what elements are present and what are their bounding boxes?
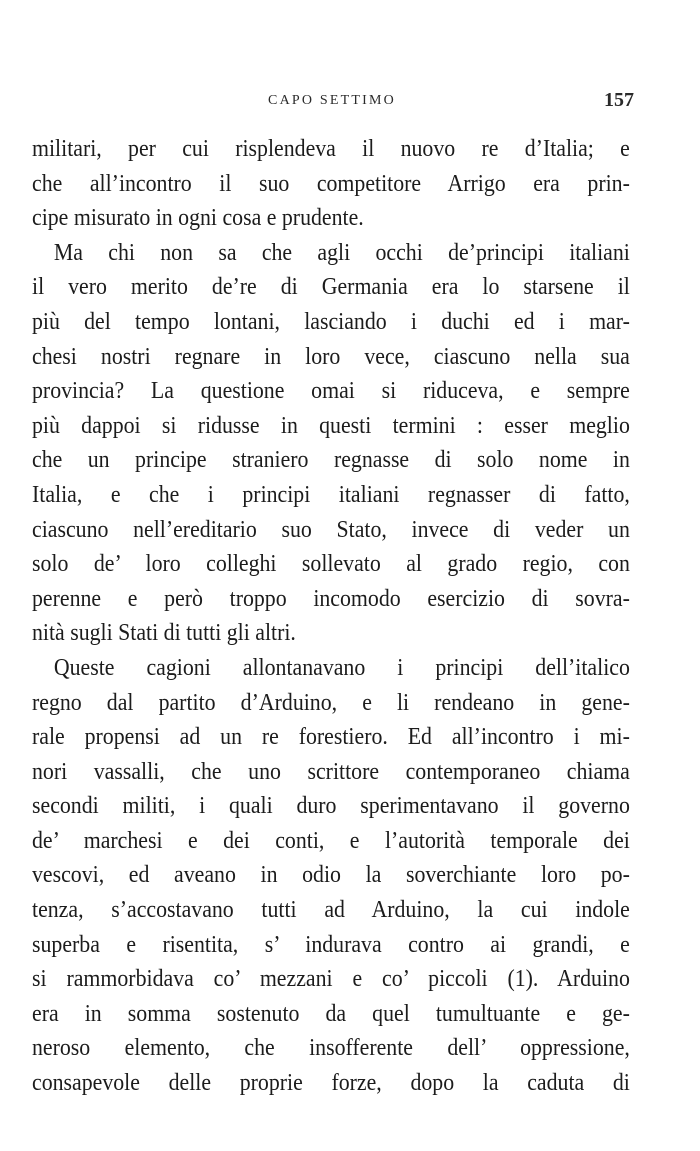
text-line: regno dal partito d’Arduino, e li rendeano in gene-: [32, 689, 630, 716]
text-line: perenne e però troppo incomodo esercizio di sovra-: [32, 585, 630, 612]
text-line: neroso elemento, che insofferente dell’ oppressione,: [32, 1035, 630, 1062]
text-line: era in somma sostenuto da quel tumultuante e ge-: [32, 1000, 630, 1027]
text-line: solo de’ loro colleghi sollevato al grado regio, con: [32, 551, 630, 578]
text-line: si rammorbidava co’ mezzani e co’ piccoli (1). Arduino: [32, 966, 630, 993]
paragraph-3: [32, 651, 630, 1101]
text-line: Italia, e che i principi italiani regnasser di fatto,: [32, 481, 630, 508]
text-line: Ma chi non sa che agli occhi de’principi italiani: [53, 239, 630, 266]
text-line: che all’incontro il suo competitore Arrigo era prin-: [32, 170, 630, 197]
text-line: secondi militi, i quali duro sperimentavano il governo: [32, 793, 630, 820]
text-line: il vero merito de’re di Germania era lo starsene il: [32, 274, 630, 301]
text-line: chesi nostri regnare in loro vece, ciascuno nella sua: [32, 343, 630, 370]
text-line: provincia? La questione omai si riduceva, e sempre: [32, 378, 630, 405]
page-number: 157: [604, 89, 634, 111]
body-text: [32, 132, 630, 1101]
text-line: cipe misurato in ogni cosa e prudente.: [32, 205, 364, 232]
text-line: nità sugli Stati di tutti gli altri.: [32, 620, 296, 647]
text-line: rale propensi ad un re forestiero. Ed all’incontro i mi-: [32, 724, 630, 751]
text-line: nori vassalli, che uno scrittore contemporaneo chiama: [32, 758, 630, 785]
text-line: militari, per cui risplendeva il nuovo re d’Italia; e: [32, 136, 630, 162]
paragraph-1: [32, 132, 630, 236]
text-line: vescovi, ed aveano in odio la soverchiante loro po-: [32, 862, 630, 889]
text-line: più dappoi si ridusse in questi termini : esser meglio: [32, 412, 630, 439]
running-head: CAPO SETTIMO: [268, 93, 396, 108]
page-header: [32, 89, 634, 115]
text-line: ciascuno nell’ereditario suo Stato, invece di veder un: [32, 516, 630, 543]
text-line: consapevole delle proprie forze, dopo la caduta di: [32, 1070, 630, 1097]
text-line: superba e risentita, s’ indurava contro ai grandi, e: [32, 931, 630, 958]
text-line: de’ marchesi e dei conti, e l’autorità temporale dei: [32, 827, 630, 854]
text-line: che un principe straniero regnasse di solo nome in: [32, 447, 630, 474]
paragraph-2: [32, 236, 630, 651]
text-line: tenza, s’accostavano tutti ad Arduino, la cui indole: [32, 897, 630, 924]
text-line: più del tempo lontani, lasciando i duchi ed i mar-: [32, 308, 630, 335]
text-line: Queste cagioni allontanavano i principi dell’italico: [53, 654, 630, 681]
